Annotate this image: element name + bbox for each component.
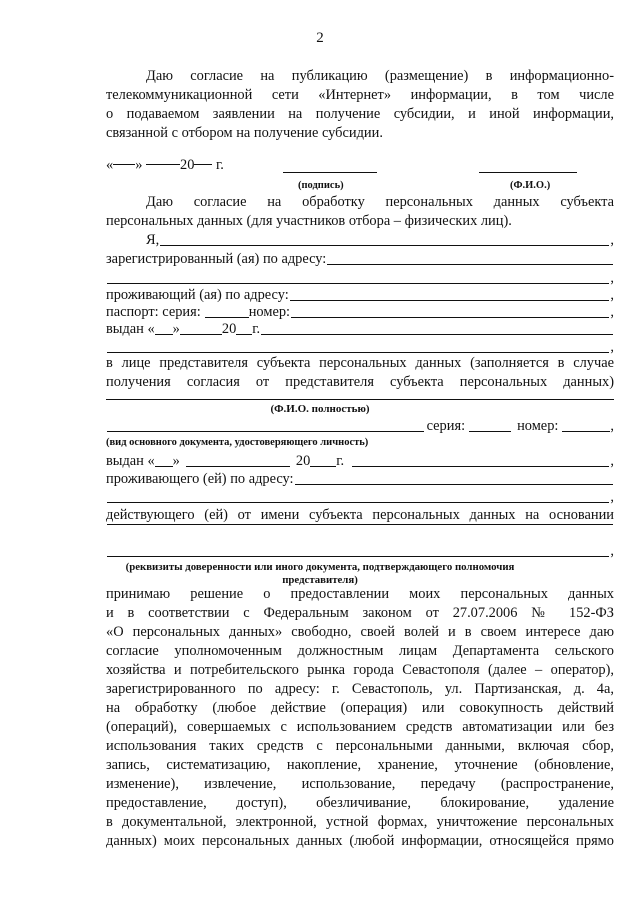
registered-fill-line-2[interactable] [107, 283, 609, 284]
decision-line-8: (операций), совершаемых с использованием средств автоматизации или без [106, 719, 614, 735]
issued-fill-line-2[interactable] [107, 352, 609, 353]
decision-line-5: хозяйства и потребительского рынка города Севастополя (далее – оператор), [106, 662, 614, 678]
consent-publication-line-2: телекоммуникационной сети «Интернет» информации, в том числе [106, 87, 614, 103]
issued-fill-line[interactable] [261, 334, 613, 335]
issued2-month-blank[interactable] [186, 466, 290, 467]
issued-day-blank[interactable] [155, 334, 173, 335]
fio-line[interactable] [479, 172, 577, 173]
acting-row-2 [106, 524, 614, 529]
date-year-suffix: г. [216, 157, 224, 173]
decision-line-12: предоставление, доступ), обезличивание, блокирование, удаление [106, 795, 614, 811]
number-blank[interactable] [562, 431, 610, 432]
registered-row [106, 250, 614, 269]
registered-fill-line[interactable] [327, 264, 613, 265]
decision-line-7: на обработку (любое действие (операция) или совокупность действий [106, 700, 614, 716]
ya-row [146, 231, 614, 250]
issued-year-blank[interactable] [236, 334, 252, 335]
main-doc-row [106, 417, 614, 436]
passport-series-blank[interactable] [205, 317, 249, 318]
issued2-fill-line[interactable] [352, 466, 609, 467]
residing-fill-line[interactable] [290, 300, 610, 301]
consent-publication-line-3: о подаваемом заявлении на получение субсидии, и иной информации, [106, 106, 614, 122]
decision-line-10: запись, систематизацию, накопление, хранение, уточнение (обновление, [106, 757, 614, 773]
residing2-label: проживающего (ей) по адресу: [106, 471, 294, 487]
representative-line-2: получения согласия от представителя субъекта персональных данных) [106, 374, 614, 390]
fio-full-caption: (Ф.И.О. полностью) [270, 403, 370, 415]
date-month-blank[interactable] [146, 164, 180, 165]
main-doc-fill-line[interactable] [107, 431, 424, 432]
registered-label: зарегистрированный (ая) по адресу: [106, 251, 327, 267]
ya-comma: , [610, 232, 614, 248]
consent-publication-line-4: связанной с отбором на получение субсидии. [106, 125, 383, 141]
fio-caption: (Ф.И.О.) [510, 180, 551, 191]
residing2-row-2 [106, 488, 614, 507]
residing2-fill-line[interactable] [295, 484, 613, 485]
consent-publication-line-1: Даю согласие на публикацию (размещение) в информационно- [146, 68, 614, 84]
representative-line-1: в лице представителя субъекта персональных данных (заполняется в случае [106, 355, 614, 371]
issued2-label: выдан « [106, 453, 155, 469]
passport-number-label: номер: [248, 304, 291, 320]
acting-line: действующего (ей) от имени субъекта персональных данных на основании [106, 507, 614, 523]
issued-year-prefix: 20 [221, 321, 237, 337]
date-row [106, 156, 224, 175]
date-close-quote: » [135, 157, 143, 173]
consent-personal-line-2: персональных данных (для участников отбора – физических лиц). [106, 213, 512, 229]
series-blank[interactable] [469, 431, 511, 432]
issued-row [106, 320, 614, 339]
issued2-year-blank[interactable] [310, 466, 336, 467]
acting-row-3 [106, 542, 614, 561]
passport-series-label: паспорт: серия: [106, 304, 201, 320]
decision-line-3: «О персональных данных» свободно, своей волей и в своем интересе даю [106, 624, 614, 640]
date-year-blank[interactable] [194, 164, 212, 165]
registered-comma: , [610, 270, 614, 286]
page-number: 2 [316, 30, 324, 46]
decision-line-2: и в соответствии с Федеральным законом от 27.07.2006 № 152-ФЗ [106, 605, 614, 621]
issued-quote-close: » [172, 321, 180, 337]
date-year-prefix: 20 [180, 157, 195, 173]
acting-fill-line-2[interactable] [107, 556, 609, 557]
residing2-fill-line-2[interactable] [107, 502, 609, 503]
decision-line-6: зарегистрированного по адресу: г. Севастополь, ул. Партизанская, д. 4а, [106, 681, 614, 697]
issued2-quote-close: » [172, 453, 180, 469]
ya-label: Я, [146, 232, 160, 248]
issued2-day-blank[interactable] [155, 466, 173, 467]
issued2-row [106, 452, 614, 471]
date-open-quote: « [106, 157, 114, 173]
acting-fill-line[interactable] [107, 524, 613, 525]
main-doc-caption: (вид основного документа, удостоверяющего личность) [106, 437, 369, 448]
ya-fill-line[interactable] [160, 245, 609, 246]
decision-line-9: использования таких средств с персональными данными, включая сбор, [106, 738, 614, 754]
acting-comma: , [610, 543, 614, 559]
issued2-year-suffix: г. [336, 453, 345, 469]
consent-personal-line-1: Даю согласие на обработку персональных данных субъекта [146, 194, 614, 210]
decision-line-1: принимаю решение о предоставлении моих персональных данных [106, 586, 614, 602]
signature-line[interactable] [283, 172, 377, 173]
signature-caption: (подпись) [298, 180, 344, 191]
issued2-comma: , [610, 453, 614, 469]
issued-month-blank[interactable] [180, 334, 222, 335]
passport-comma: , [610, 304, 614, 320]
representative-fio-line[interactable] [106, 399, 614, 400]
decision-line-11: изменение), извлечение, использование, передачу (распространение, [106, 776, 614, 792]
residing2-row [106, 470, 614, 489]
power-of-attorney-caption-line-2: представителя) [282, 574, 358, 586]
residing-label: проживающий (ая) по адресу: [106, 287, 289, 303]
passport-number-fill-line[interactable] [291, 317, 609, 318]
power-of-attorney-caption-line-1: (реквизиты доверенности или иного документа, подтверждающего полномочия [125, 561, 515, 573]
residing2-comma: , [610, 489, 614, 505]
issued-comma: , [610, 339, 614, 355]
number-label: номер: [517, 418, 559, 434]
number-comma: , [610, 418, 614, 434]
decision-line-14: данных) моих персональных данных (любой информации, относящейся прямо [106, 833, 614, 849]
decision-line-13: в документальной, электронной, устной формах, уничтожение персональных [106, 814, 614, 830]
issued2-year-prefix: 20 [295, 453, 311, 469]
date-day-blank[interactable] [113, 164, 135, 165]
series-label: серия: [426, 418, 466, 434]
issued-label: выдан « [106, 321, 155, 337]
issued-year-suffix: г. [252, 321, 261, 337]
residing-comma: , [610, 287, 614, 303]
decision-line-4: согласие уполномоченным должностным лицам Департамента сельского [106, 643, 614, 659]
